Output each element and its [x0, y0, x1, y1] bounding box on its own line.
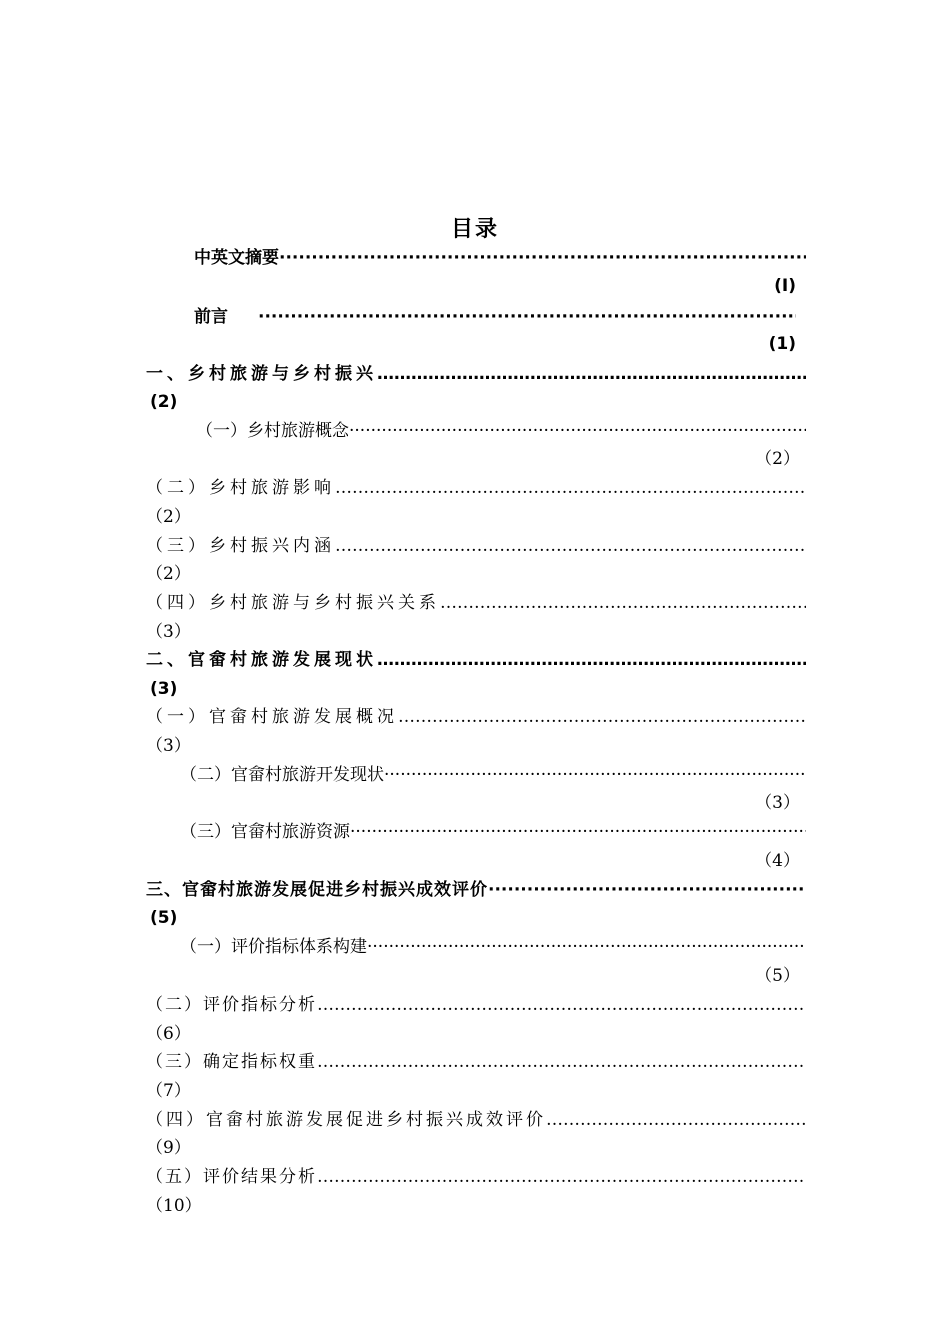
leader-dots	[258, 304, 796, 330]
leader-dots	[317, 1049, 806, 1075]
toc-entry-label: （一）乡村旅游概念	[196, 421, 349, 441]
toc-entry-label: 一、乡村旅游与乡村振兴	[146, 364, 377, 384]
toc-entry-page: （3）	[755, 793, 800, 813]
toc-entry[interactable]	[146, 590, 806, 616]
toc-entry-page: （3）	[146, 622, 191, 642]
leader-dots	[488, 877, 806, 903]
toc-entry-page: （5）	[755, 966, 800, 986]
leader-dots	[335, 533, 806, 559]
leader-dots	[367, 934, 806, 960]
toc-entry[interactable]	[146, 475, 806, 501]
toc-entry[interactable]	[194, 245, 806, 271]
toc-entry-label: （四）乡村旅游与乡村振兴关系	[146, 593, 440, 613]
toc-entry-page: (1)	[768, 334, 796, 354]
leader-dots	[546, 1107, 806, 1133]
toc-entry[interactable]	[194, 304, 796, 330]
toc-entry-page: （3）	[146, 736, 191, 756]
toc-entry[interactable]	[146, 533, 806, 559]
toc-entry-page: （2）	[146, 507, 191, 527]
leader-dots	[335, 475, 806, 501]
toc-entry-label: 前言	[194, 307, 228, 327]
toc-entry[interactable]	[196, 418, 806, 444]
toc-entry[interactable]	[146, 992, 806, 1018]
toc-entry[interactable]	[180, 934, 806, 960]
toc-entry-label: （五）评价结果分析	[146, 1167, 317, 1187]
toc-entry-page: （2）	[755, 449, 800, 469]
toc-entry-page: （10）	[146, 1196, 202, 1216]
toc-entry-label: （三）确定指标权重	[146, 1052, 317, 1072]
toc-entry-label: （三）官畲村旅游资源	[180, 822, 350, 842]
toc-entry-page: (2)	[150, 392, 178, 412]
toc-entry-page: (I)	[774, 276, 796, 296]
leader-dots	[349, 418, 806, 444]
toc-entry-page: （6）	[146, 1024, 191, 1044]
toc-entry-label: 二、官畲村旅游发展现状	[146, 650, 377, 670]
toc-entry-page: （2）	[146, 564, 191, 584]
toc-entry-page: （4）	[755, 851, 800, 871]
toc-entry[interactable]	[146, 877, 806, 903]
toc-entry-label: （一）评价指标体系构建	[180, 937, 367, 957]
leader-dots	[317, 992, 806, 1018]
toc-entry-page: (3)	[150, 679, 178, 699]
toc-entry-page: (5)	[150, 908, 178, 928]
toc-entry-label: （二）评价指标分析	[146, 995, 317, 1015]
leader-dots	[377, 361, 806, 387]
toc-entry-label: （二）官畲村旅游开发现状	[180, 765, 384, 785]
toc-title: 目录	[450, 217, 499, 242]
leader-dots	[317, 1164, 806, 1190]
toc-entry-label: 三、官畲村旅游发展促进乡村振兴成效评价	[146, 880, 488, 900]
leader-dots	[377, 647, 806, 673]
toc-entry-label: 中英文摘要	[194, 248, 279, 268]
leader-dots	[350, 819, 806, 845]
leader-dots	[384, 762, 806, 788]
toc-entry-page: （9）	[146, 1138, 191, 1158]
leader-dots	[440, 590, 806, 616]
toc-entry[interactable]	[180, 762, 806, 788]
toc-entry[interactable]	[180, 819, 806, 845]
toc-entry-page: （7）	[146, 1081, 191, 1101]
toc-entry[interactable]	[146, 647, 806, 673]
leader-dots	[279, 245, 806, 271]
toc-entry[interactable]	[146, 1164, 806, 1190]
leader-dots	[398, 704, 806, 730]
toc-entry[interactable]	[146, 704, 806, 730]
toc-entry[interactable]	[146, 1049, 806, 1075]
toc-entry-label: （一）官畲村旅游发展概况	[146, 707, 398, 727]
toc-entry-label: （三）乡村振兴内涵	[146, 536, 335, 556]
toc-entry[interactable]	[146, 1107, 806, 1133]
toc-entry-label: （二）乡村旅游影响	[146, 478, 335, 498]
toc-entry-label: （四）官畲村旅游发展促进乡村振兴成效评价	[146, 1110, 546, 1130]
toc-entry[interactable]	[146, 361, 806, 387]
